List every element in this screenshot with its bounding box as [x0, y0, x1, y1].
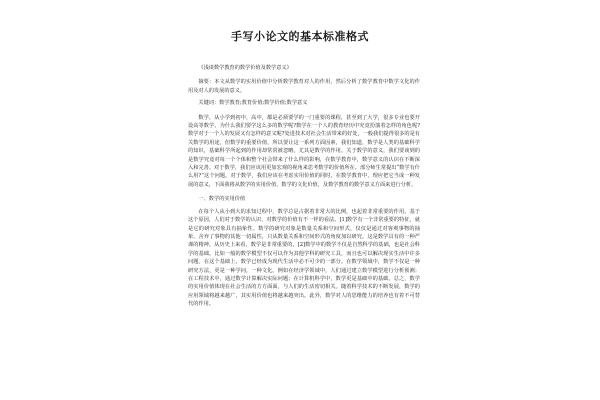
page-title: 手写小论文的基本标准格式: [231, 30, 369, 43]
document-body: [188, 64, 420, 309]
abstract: 摘要：本文从数学的实用价值中分析数学教育对人的作用，然后分析了数学教育中数学文化的作用及对人的发展的意义。: [188, 79, 420, 94]
article-title: 《浅谈数学教育的数学价值及数学意义》: [198, 65, 292, 71]
keywords: 关键词：数学教育;教育价值;数学价值;数学意义: [198, 100, 308, 107]
section-heading: 一、数学的实用价值: [198, 196, 246, 203]
intro-paragraph: 数学，从小学到初中、高中，都是必须要学的一门重要的课程，甚至到了大学，很多专业也要开设高等数学。为什么我们要学这么多的数学呢?数学在一个人的教育经历中究竟扮演着怎样的角色呢?数学对于一个人的发展又有怎样的意义呢?处进技术对社会生活带来的好处，一般我们提得很多的是有关数学的用途，但数学的重要价值，所以要让这一系列方面因素，我们知道，数学是人类的基础科学的知识，基础科学所起到的作用却常常被忽略。尤其是数学的作用。关于数学的意义，我们要谈到的是数学究竟对每一个个体和整个社会带来了什么样的影响，在数学教育中，数学意义的认识在不断深入和完善。对于数学，我们应该用更加宏观的视角来思考数学的价值所在。部分师生常提出“数学有什么用?”这个问题，对于数学，我们应该在考虑实用价值的同时，在数学教育中，理应把它当成一种发展的意义，下面我将从数学的实用价值、数学的文化价值，及数学教育的数学意义方面来进行分析。: [188, 114, 420, 188]
body-paragraph: 在每个人从小到大的求知过程中，数学总是占据着非常大的比例，也起着非常重要的作用。基于这个原因，人们对于数学的认识、对数学的价值有不一样的看法。[1]数学有一个非常重要的特征，就是它的研究对象具有抽象性。数学的研究对象是数量关系和空间形式，仅仅是通过对客观事物的抽象，舍弃了事物的其他一切属性，只从数量关系和空间形式的角度加以研究。这是数学具有的一种严谨的精神。从历史上来看，数学是非常重要的，[2]数学中的数学不仅是自然科学的基础，也是社会科学的基础。比如一般的数学模型不仅可以作为其他学科的研究工具，而且也可以解决现实生活中许多问题。在这个基础上，数学已经成为现代生活中必不可少的一部分。在数学领域中，数学不仅是一种研究方法，更是一种学问，一种文化。例如在经济学领域中，人们通过建立数学模型进行分析预测；在工程技术中，通过数学计算解决实际问题；在计算机科学中，数学更是基础中的基础。总之，数学的实用价值体现在社会生活的方方面面，与人们的生活密切相关。随着科学技术的不断发展，数学的应用领域将越来越广，其实用价值也将越来越突出。此外，数学对人的思维能力的培养也有着不可替代的作用。: [188, 208, 420, 308]
